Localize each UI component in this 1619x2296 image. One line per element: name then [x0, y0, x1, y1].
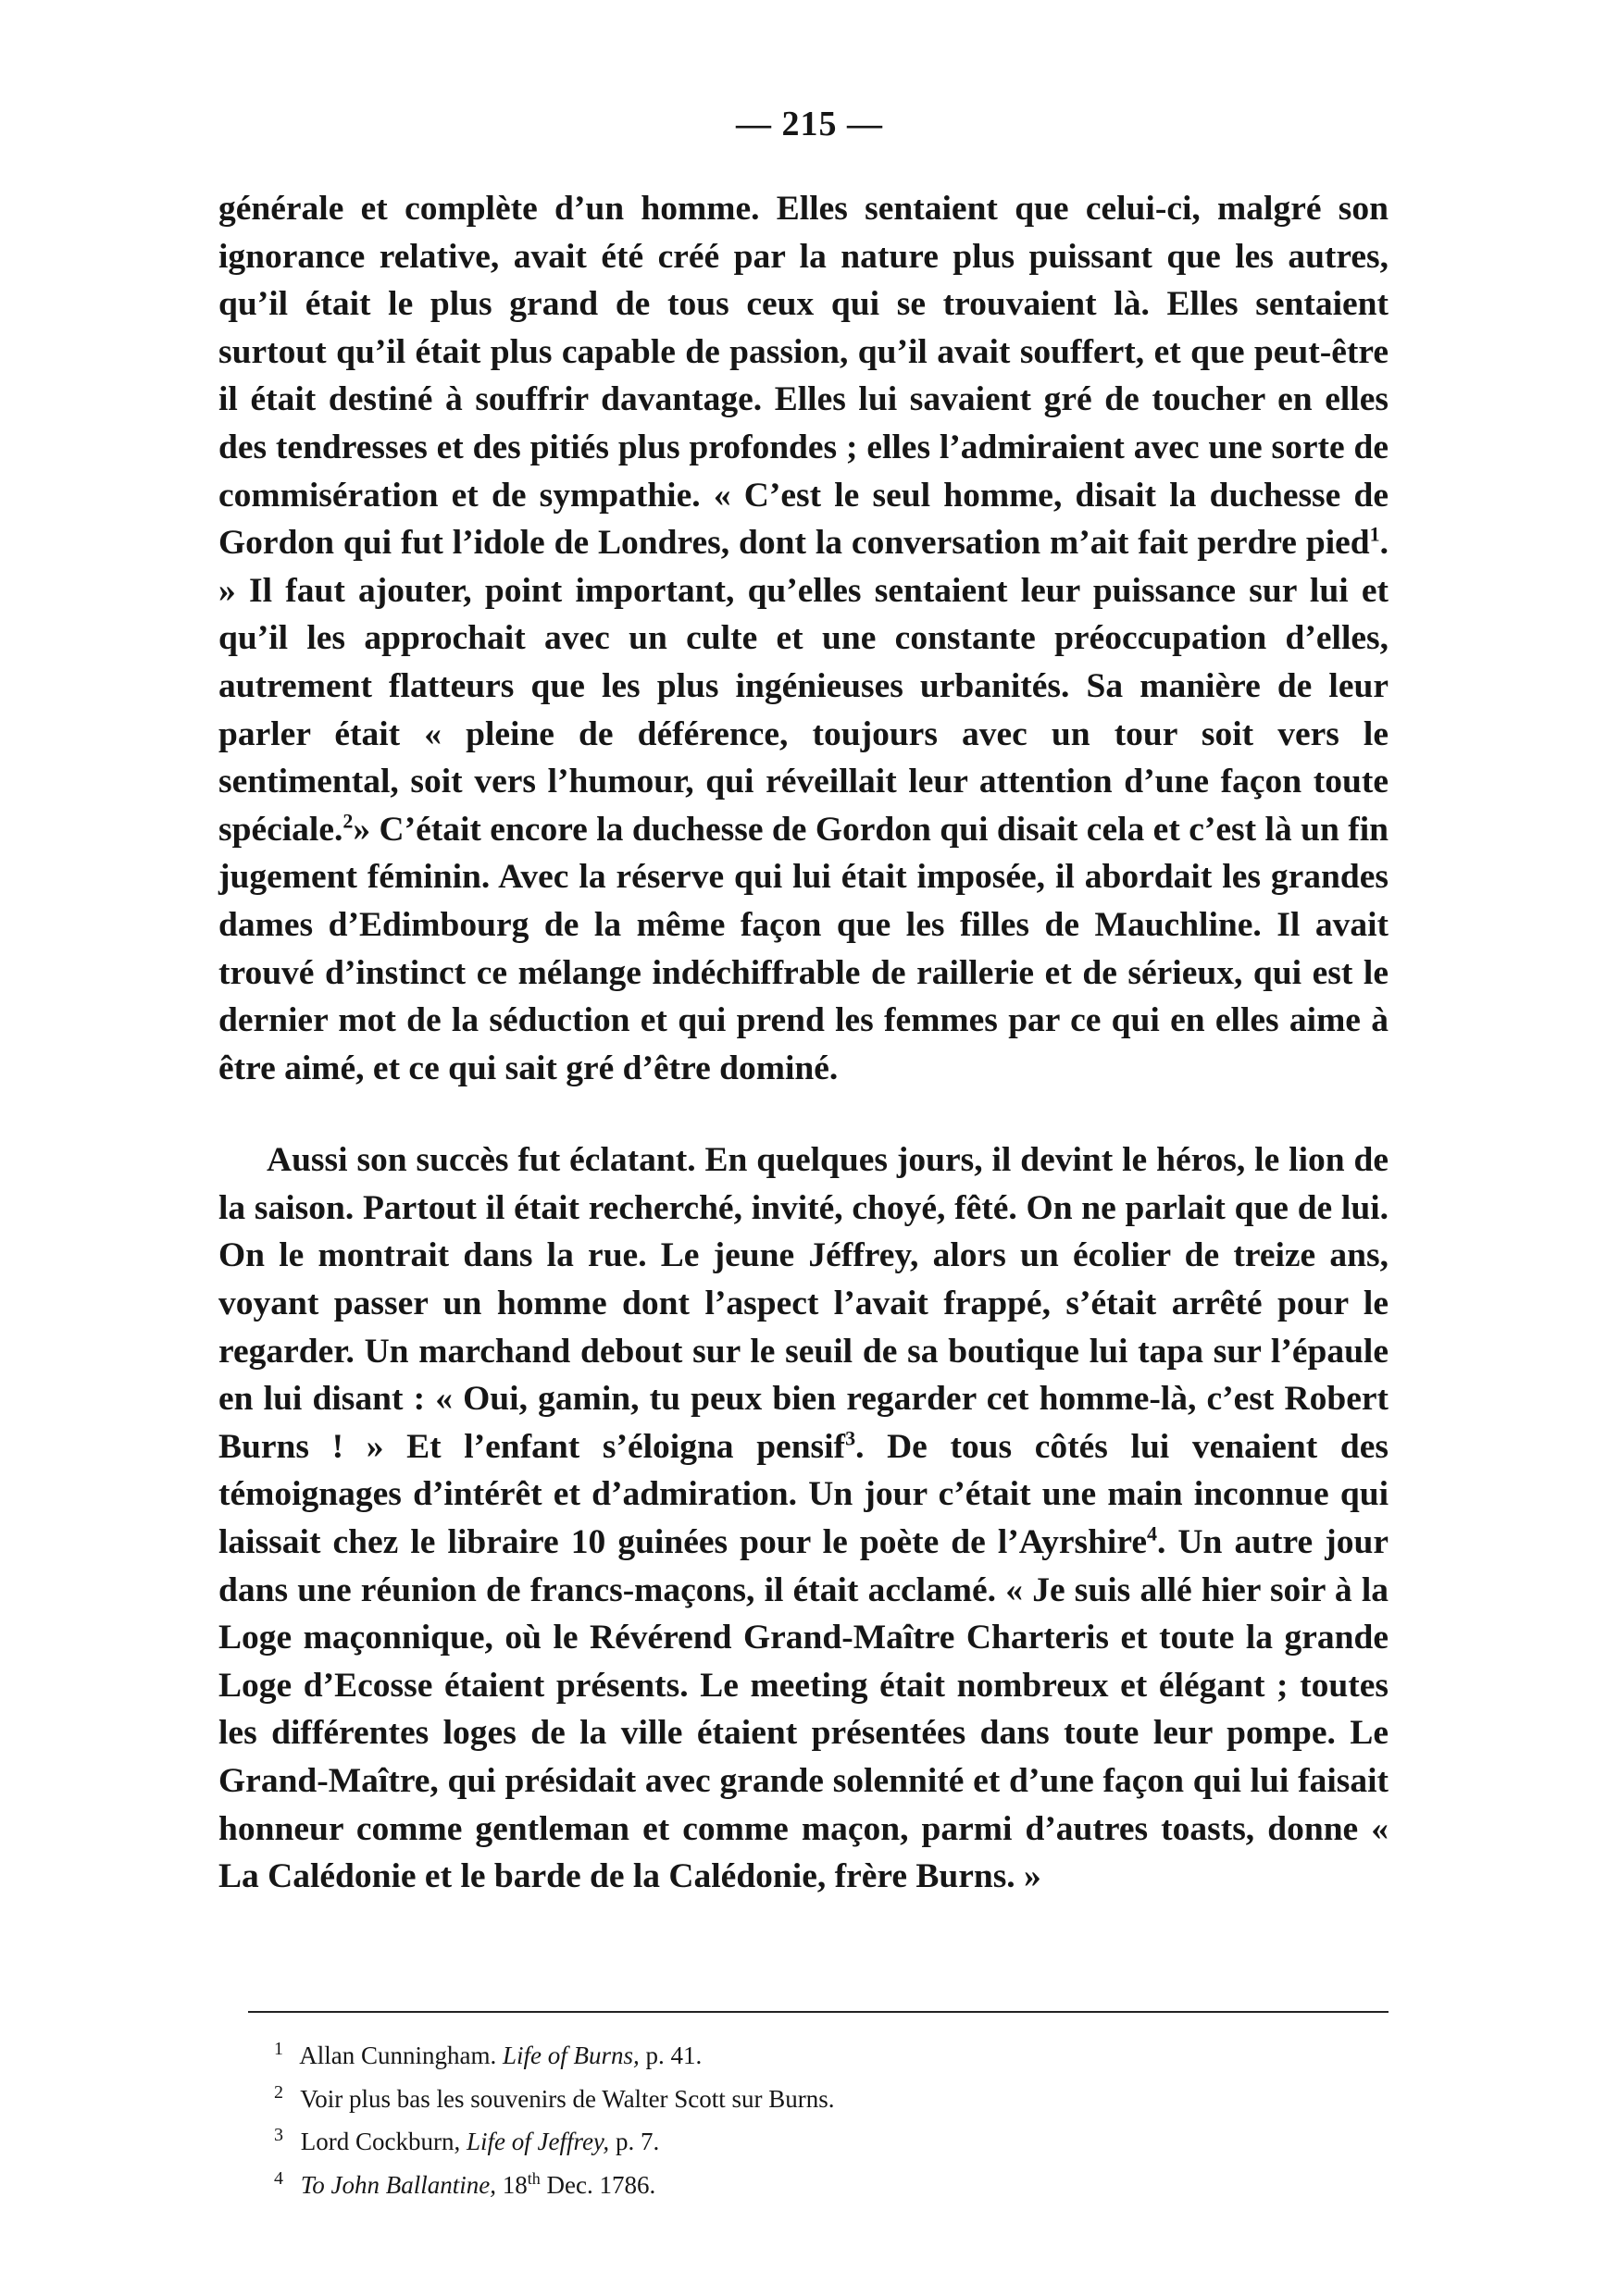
- footnote-date-rest: Dec. 1786.: [546, 2170, 656, 2199]
- footnote-page: p. 7.: [615, 2128, 660, 2155]
- paragraph-text: . De tous côtés lui venaient des témoignages d’intérêt et d’admiration. Un jour c’était une main inconnue qui laissait chez le libraire 10 guinées pour le poète de l’Ayrshire: [218, 1427, 1389, 1562]
- footnote-author: Allan Cunningham.: [299, 2042, 497, 2069]
- footnote-4: 4 To John Ballantine, 18th Dec. 1786.: [274, 2167, 656, 2199]
- paragraph-text: . Un autre jour dans une réunion de francs-maçons, il était acclamé. « Je suis allé hier soir à la Loge maçonnique, où le Révérend Grand-Maître Charteris et toute la grande Loge d’Ecosse étaient présents. Le meeting était nombreux et élégant ; toutes les différentes loges de la ville étaient présentées dans toute leur pompe. Le Grand-Maître, qui présidait avec grande solennité et d’une façon qui lui faisait honneur comme gentleman et comme maçon, parmi d’autres toasts, donne « La Calédonie et le barde de la Calédonie, frère Burns. »: [218, 1523, 1389, 1896]
- paragraph-text: Aussi son succès fut éclatant. En quelques jours, il devint le héros, le lion de la saison. Partout il était recherché, invité, choyé, fêté. On ne parlait que de lui. On le montrait dans la rue. Le jeune Jéffrey, alors un écolier de treize ans, voyant passer un homme dont l’aspect l’avait frappé, s’était arrêté pour le regarder. Un marchand debout sur le seuil de sa boutique lui tapa sur l’épaule en lui disant : « Oui, gamin, tu peux bien regarder cet homme-là, c’est Robert Burns ! » Et l’enfant s’éloigna pensif: [218, 1141, 1389, 1466]
- footnote-page: p. 41.: [645, 2042, 703, 2069]
- paragraph-text: . » Il faut ajouter, point important, qu’elles sentaient leur puissance sur lui et qu’il les approchait avec un culte et une constante préoccupation d’elles, autrement flatteurs que les plus ingénieuses urbanités. Sa manière de leur parler était « pleine de déférence, toujours avec un tour soit vers le sentimental, soit vers l’humour, qui réveillait leur attention d’une façon toute spéciale.: [218, 524, 1389, 849]
- body-text: [218, 185, 1389, 1901]
- footnote-3: 3 Lord Cockburn, Life of Jeffrey, p. 7.: [274, 2125, 660, 2155]
- footnote-reference-4[interactable]: 4: [1146, 1521, 1157, 1545]
- footnote-title: To John Ballantine,: [300, 2170, 497, 2199]
- footnote-reference-3[interactable]: 3: [845, 1426, 856, 1450]
- footnote-title: Life of Jeffrey,: [466, 2128, 610, 2155]
- footnote-date-day: 18: [502, 2170, 528, 2199]
- paragraph-text: » C’était encore la duchesse de Gordon qui disait cela et c’est là un fin jugement féminin. Avec la réserve qui lui était imposée, il abordait les grandes dames d’Edimbourg de la même façon que les filles de Mauchline. Il avait trouvé d’instinct ce mélange indéchiffrable de raillerie et de sérieux, qui est le dernier mot de la séduction et qui prend les femmes par ce qui en elles aime à être aimé, et ce qui sait gré d’être dominé.: [218, 810, 1389, 1087]
- paragraph-text: générale et complète d’un homme. Elles sentaient que celui-ci, malgré son ignorance relative, avait été créé par la nature plus puissant que les autres, qu’il était le plus grand de tous ceux qui se trouvaient là. Elles sentaient surtout qu’il était plus capable de passion, qu’il avait souffert, et que peut-être il était destiné à souffrir davantage. Elles lui savaient gré de toucher en elles des tendresses et des pitiés plus profondes ; elles l’admiraient avec une sorte de commisération et de sympathie. « C’est le seul homme, disait la duchesse de Gordon qui fut l’idole de Londres, dont la conversation m’ait fait perdre pied: [218, 190, 1389, 563]
- footnote-1: 1 Allan Cunningham. Life of Burns, p. 41.: [274, 2039, 703, 2069]
- footnote-author: Lord Cockburn,: [300, 2128, 461, 2155]
- footnote-text: Voir plus bas les souvenirs de Walter Scott sur Burns.: [300, 2084, 835, 2113]
- footnote-reference-1[interactable]: 1: [1369, 522, 1380, 546]
- footnote-2: 2 Voir plus bas les souvenirs de Walter Scott sur Burns.: [274, 2081, 835, 2113]
- footnotes: [274, 2034, 1366, 2206]
- footnote-title: Life of Burns,: [503, 2042, 640, 2069]
- footnote-reference-2[interactable]: 2: [342, 809, 354, 833]
- paragraph-2: [218, 1136, 1389, 1901]
- footnote-date-suffix: th: [527, 2168, 541, 2188]
- paragraph-1: [218, 185, 1389, 1092]
- footnote-divider: [248, 2011, 1389, 2013]
- page-number: — 215 —: [736, 105, 883, 143]
